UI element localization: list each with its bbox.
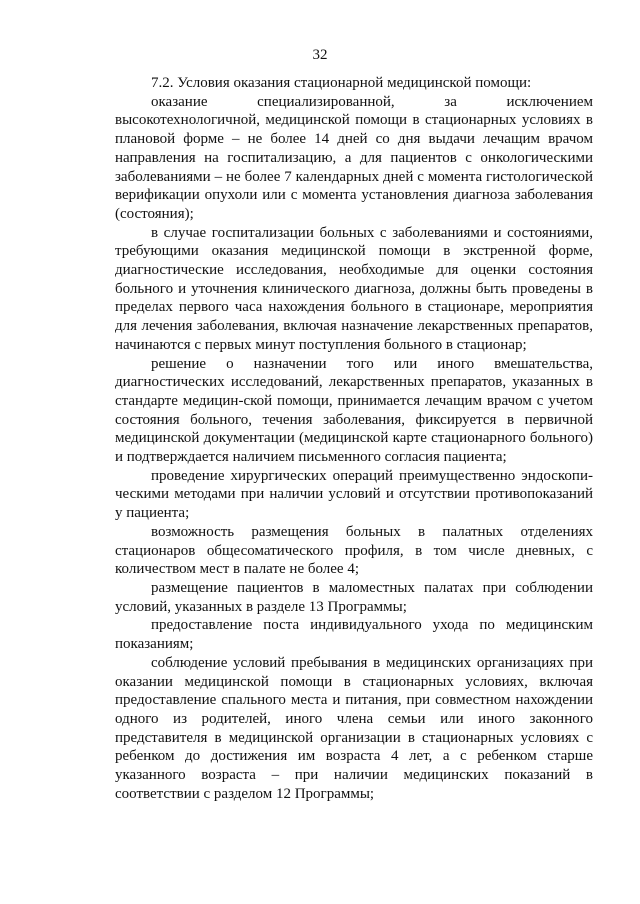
paragraph: соблюдение условий пребывания в медицинских организациях при оказании медицинской помощи в стационарных условиях, включая предоставление спального места и питания, при совместном нахождении одного из родителей, иного члена семьи или иного законного представителя в медицинской организации в стационарных условиях с ребенком до достижения им возраста 4 лет, а с ребенком старше указанного возраста – при наличии медицинских показаний в соответствии с разделом 12 Программы; — [115, 654, 593, 802]
paragraph: возможность размещения больных в палатных отделениях стационаров общесоматического профиля, в том числе дневных, с количеством мест в палате не более 4; — [115, 523, 593, 578]
paragraph: предоставление поста индивидуального ухода по медицинским показаниям; — [115, 617, 593, 653]
document-body — [115, 74, 593, 803]
paragraph: проведение хирургических операций преимущественно эндоскопи-ческими методами при наличии условий и отсутствии противопоказаний у пациента; — [115, 467, 593, 522]
section-heading: 7.2. Условия оказания стационарной медицинской помощи: — [151, 75, 532, 91]
paragraph: в случае госпитализации больных с заболеваниями и состояниями, требующими оказания медицинской помощи в экстренной форме, диагностические исследования, необходимые для оценки состояния больного и уточнения клинического диагноза, должны быть проведены в пределах первого часа нахождения больного в стационаре, мероприятия для лечения заболевания, включая назначение лекарственных препаратов, начинаются с первых минут поступления больного в стационар; — [115, 224, 593, 353]
paragraph: решение о назначении того или иного вмешательства, диагностических исследований, лекарственных препаратов, указанных в стандарте медицин-ской помощи, принимается лечащим врачом с учетом состояния больного, течения заболевания, фиксируется в первичной медицинской документации (медицинской карте стационарного больного) и подтверждается наличием письменного согласия пациента; — [115, 355, 593, 466]
paragraph: оказание специализированной, за исключением высокотехнологичной, медицинской помощи в стационарных условиях в плановой форме – не более 14 дней со дня выдачи лечащим врачом направления на госпитализацию, а для пациентов с онкологическими заболеваниями – не более 7 календарных дней с момента гистологической верификации опухоли или с момента установления диагноза заболевания (состояния); — [115, 93, 593, 222]
paragraph: размещение пациентов в маломестных палатах при соблюдении условий, указанных в разделе 13 Программы; — [115, 579, 593, 615]
page-number: 32 — [312, 47, 328, 63]
